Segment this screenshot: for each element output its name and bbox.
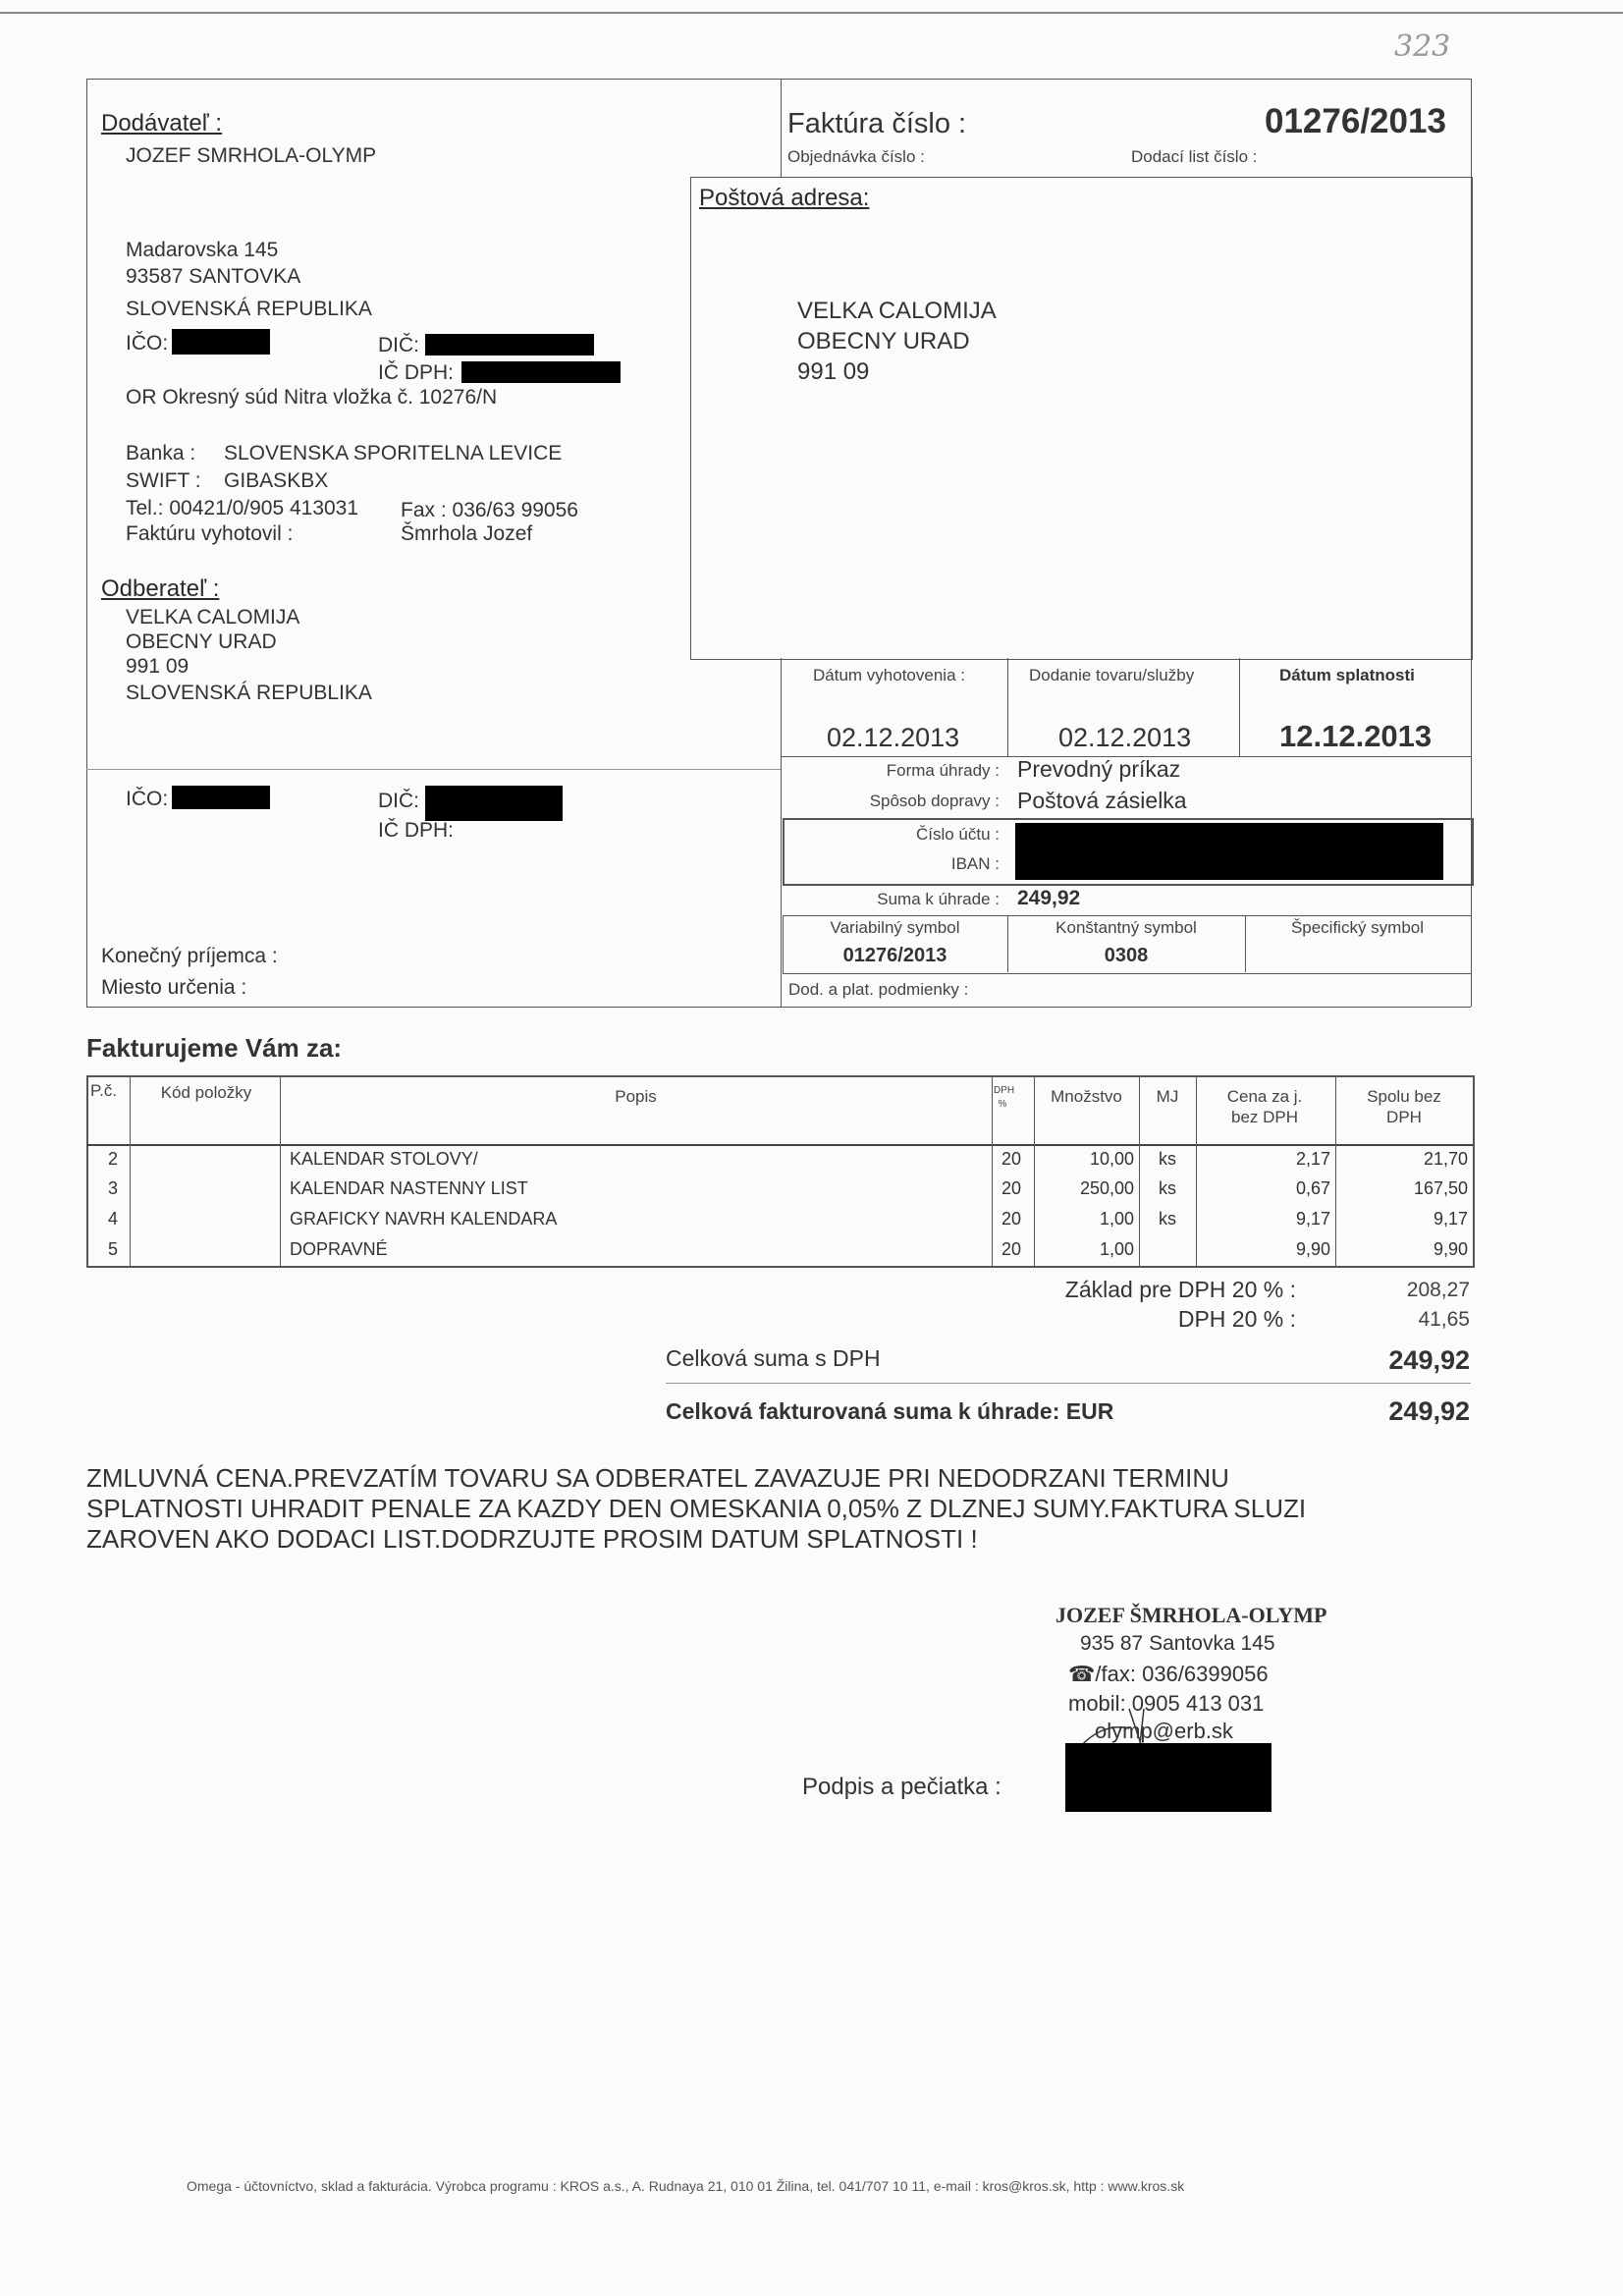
sum-label: Suma k úhrade :	[877, 890, 1000, 908]
items-heading: Fakturujeme Vám za:	[86, 1033, 343, 1063]
dates-divider-1	[1007, 658, 1008, 756]
col-divider	[1196, 1075, 1197, 1266]
stamp-fax: ☎/fax: 036/6399056	[1068, 1662, 1269, 1686]
redaction	[425, 334, 594, 355]
customer-line2: OBECNY URAD	[126, 630, 277, 653]
row-pc: 2	[108, 1149, 119, 1169]
postal-heading: Poštová adresa:	[699, 185, 870, 211]
scan-top-line	[0, 12, 1623, 14]
row-total: 9,17	[1433, 1209, 1468, 1229]
frame-middle	[781, 79, 782, 177]
dates-left-border	[781, 658, 782, 1007]
delivery-date-label: Dodanie tovaru/služby	[1029, 666, 1195, 684]
totals-divider	[666, 1383, 1471, 1384]
customer-line1: VELKA CALOMIJA	[126, 606, 300, 629]
row-pc: 5	[108, 1239, 119, 1259]
frame-bottom	[86, 1007, 1471, 1008]
customer-ico-label: IČO:	[126, 788, 169, 810]
variable-symbol-label: Variabilný symbol	[830, 918, 960, 937]
supplier-country: SLOVENSKÁ REPUBLIKA	[126, 298, 372, 320]
total-payable-label: Celková fakturovaná suma k úhrade: EUR	[666, 1398, 1114, 1424]
redaction	[172, 329, 270, 355]
row-price: 2,17	[1295, 1149, 1330, 1169]
supplier-swift-label: SWIFT :	[126, 469, 201, 492]
issue-date: 02.12.2013	[827, 723, 960, 752]
supplier-tel: Tel.: 00421/0/905 413031	[126, 497, 359, 519]
col-header-vat: DPH %	[994, 1085, 1015, 1110]
row-qty: 250,00	[1079, 1178, 1134, 1198]
col-header-desc: Popis	[615, 1087, 657, 1106]
specific-symbol-label: Špecifický symbol	[1290, 918, 1425, 937]
supplier-name: JOZEF SMRHOLA-OLYMP	[126, 144, 377, 167]
delivery-note-label: Dodací list číslo :	[1131, 147, 1258, 166]
supplier-ico-label: IČO:	[126, 332, 169, 355]
variable-symbol: 01276/2013	[842, 945, 947, 966]
col-header-total: Spolu bez DPH	[1367, 1087, 1441, 1126]
col-divider	[1335, 1075, 1336, 1266]
stamp-address: 935 87 Santovka 145	[1080, 1632, 1275, 1655]
constant-symbol: 0308	[1104, 945, 1149, 966]
col-header-unit-price: Cena za j. bez DPH	[1226, 1087, 1303, 1126]
vat-base-label: Základ pre DPH 20 % :	[1064, 1277, 1296, 1302]
account-label: Číslo účtu :	[915, 825, 1000, 844]
transport: Poštová zásielka	[1017, 788, 1187, 813]
row-unit: ks	[1159, 1149, 1176, 1169]
row-unit: ks	[1159, 1209, 1176, 1229]
note-line: ZAROVEN AKO DODACI LIST.DODRZUJTE PROSIM DATUM SPLATNOSTI !	[86, 1524, 978, 1554]
issue-date-label: Dátum vyhotovenia :	[813, 666, 965, 684]
row-price: 9,17	[1295, 1209, 1330, 1229]
supplier-bank: SLOVENSKA SPORITELNA LEVICE	[224, 442, 563, 465]
stamp-email: olymp@erb.sk	[1095, 1719, 1233, 1743]
customer-icdph-label: IČ DPH:	[378, 819, 455, 842]
stamp-mobile: mobil: 0905 413 031	[1068, 1691, 1265, 1716]
payment-form: Prevodný príkaz	[1017, 756, 1181, 782]
invoice-title: Faktúra číslo :	[787, 108, 967, 139]
due-date: 12.12.2013	[1279, 719, 1433, 753]
invoice-number: 01276/2013	[1265, 102, 1446, 140]
note-line: ZMLUVNÁ CENA.PREVZATÍM TOVARU SA ODBERATEL ZAVAZUJE PRI NEDODRZANI TERMINU	[86, 1463, 1229, 1493]
dates-divider-2	[1239, 658, 1240, 756]
sum-value: 249,92	[1017, 887, 1081, 909]
col-header-qty: Množstvo	[1051, 1087, 1122, 1106]
row-price: 9,90	[1295, 1239, 1330, 1259]
col-divider	[992, 1075, 993, 1266]
final-recipient-label: Konečný príjemca :	[101, 945, 278, 967]
customer-line3: 991 09	[126, 655, 189, 678]
page-number: 323	[1394, 29, 1451, 64]
frame-top	[86, 79, 1471, 80]
due-date-label: Dátum splatnosti	[1279, 666, 1415, 684]
vat-label: DPH 20 % :	[1177, 1306, 1296, 1332]
vat-base: 208,27	[1406, 1279, 1470, 1301]
transport-label: Spôsob dopravy :	[869, 792, 1000, 810]
col-divider	[130, 1075, 131, 1266]
postal-line2: OBECNY URAD	[797, 328, 970, 355]
supplier-dic-label: DIČ:	[378, 334, 419, 356]
supplier-city: 93587 SANTOVKA	[126, 265, 301, 288]
row-desc: GRAFICKY NAVRH KALENDARA	[290, 1209, 558, 1229]
customer-heading: Odberateľ :	[101, 575, 220, 602]
iban-label: IBAN :	[950, 854, 1000, 873]
customer-divider	[86, 769, 781, 770]
redaction	[1065, 1743, 1271, 1812]
postal-line1: VELKA CALOMIJA	[797, 298, 997, 324]
row-price: 0,67	[1295, 1178, 1330, 1198]
supplier-bank-label: Banka :	[126, 442, 196, 465]
payment-form-label: Forma úhrady :	[886, 761, 1000, 780]
row-vat: 20	[1001, 1239, 1022, 1259]
delivery-date: 02.12.2013	[1058, 723, 1192, 752]
constant-symbol-label: Konštantný symbol	[1055, 918, 1197, 937]
supplier-fax: Fax : 036/63 99056	[401, 499, 578, 521]
redaction	[461, 361, 621, 383]
destination-label: Miesto určenia :	[101, 976, 247, 999]
row-vat: 20	[1001, 1149, 1022, 1169]
col-header-code: Kód položky	[160, 1083, 252, 1102]
frame-left	[86, 79, 87, 1007]
note-line: SPLATNOSTI UHRADIT PENALE ZA KAZDY DEN OMESKANIA 0,05% Z DLZNEJ SUMY.FAKTURA SLUZI	[86, 1494, 1307, 1523]
order-label: Objednávka číslo :	[787, 147, 925, 166]
row-unit: ks	[1159, 1178, 1176, 1198]
row-total: 21,70	[1423, 1149, 1468, 1169]
row-qty: 10,00	[1089, 1149, 1134, 1169]
customer-line4: SLOVENSKÁ REPUBLIKA	[126, 682, 372, 704]
row-desc: DOPRAVNÉ	[290, 1239, 388, 1259]
postal-address-box	[690, 177, 1473, 660]
row-pc: 3	[108, 1178, 119, 1198]
total-with-vat-label: Celková suma s DPH	[666, 1345, 881, 1371]
col-header-pc: P.č.	[90, 1081, 118, 1100]
signature-label: Podpis a pečiatka :	[802, 1774, 1001, 1800]
footer-text: Omega - účtovníctvo, sklad a fakturácia. Výrobca programu : KROS a.s., A. Rudnaya 21, 010 01 Žilina, tel. 041/707 10 11, e-mail : kros@kros.sk, http : www.kros.sk	[187, 2178, 1185, 2194]
supplier-issued-by: Šmrhola Jozef	[401, 522, 533, 545]
total-with-vat: 249,92	[1388, 1345, 1470, 1375]
col-header-unit: MJ	[1156, 1087, 1179, 1106]
supplier-swift: GIBASKBX	[224, 469, 329, 492]
postal-line3: 991 09	[797, 358, 870, 385]
stamp-name: JOZEF ŠMRHOLA-OLYMP	[1055, 1603, 1327, 1627]
terms-label: Dod. a plat. podmienky :	[788, 980, 969, 999]
supplier-street: Madarovska 145	[126, 239, 279, 261]
row-pc: 4	[108, 1209, 119, 1229]
row-total: 167,50	[1413, 1178, 1468, 1198]
row-qty: 1,00	[1099, 1239, 1134, 1259]
table-header-bottom	[86, 1144, 1473, 1146]
row-vat: 20	[1001, 1209, 1022, 1229]
customer-dic-label: DIČ:	[378, 790, 419, 812]
redaction	[172, 786, 270, 809]
supplier-icdph-label: IČ DPH:	[378, 361, 455, 384]
row-vat: 20	[1001, 1178, 1022, 1198]
vat-amount: 41,65	[1418, 1308, 1470, 1331]
redaction	[425, 786, 563, 821]
supplier-heading: Dodávateľ :	[101, 110, 223, 137]
total-payable: 249,92	[1388, 1396, 1470, 1426]
supplier-issued-by-label: Faktúru vyhotovil :	[126, 522, 294, 545]
row-desc: KALENDAR NASTENNY LIST	[290, 1178, 528, 1198]
row-desc: KALENDAR STOLOVY/	[290, 1149, 478, 1169]
redaction	[1015, 823, 1443, 880]
row-qty: 1,00	[1099, 1209, 1134, 1229]
supplier-court: OR Okresný súd Nitra vložka č. 10276/N	[126, 386, 498, 409]
row-total: 9,90	[1433, 1239, 1468, 1259]
